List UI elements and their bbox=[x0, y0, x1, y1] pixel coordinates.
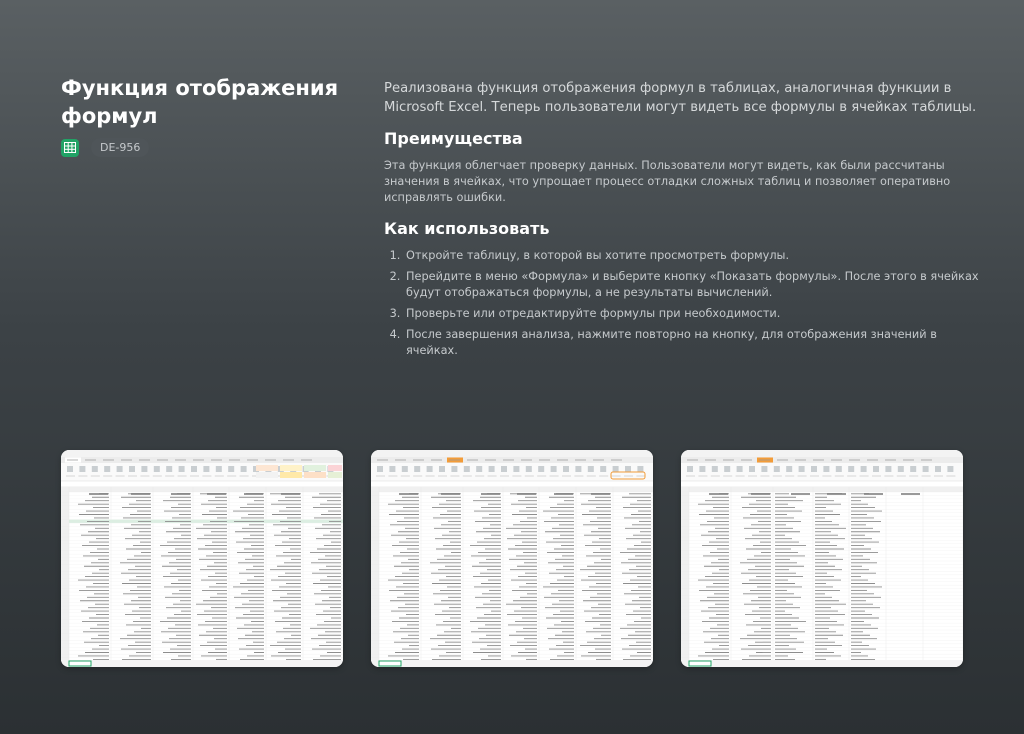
spreadsheet-values-screenshot[interactable] bbox=[61, 450, 343, 667]
step-item: 1. Откройте таблицу, в которой вы хотите просмотреть формулы. bbox=[404, 248, 984, 264]
ticket-badge[interactable]: DE-956 bbox=[91, 138, 149, 157]
feature-title: Функция отображения формул bbox=[61, 76, 339, 128]
advantages-heading: Преимущества bbox=[384, 129, 523, 148]
description-section bbox=[384, 79, 984, 364]
spreadsheet-icon bbox=[61, 139, 79, 157]
steps-list bbox=[384, 248, 984, 359]
step-item: 3. Проверьте или отредактируйте формулы при необходимости. bbox=[404, 306, 984, 322]
step-item: 4. После завершения анализа, нажмите повторно на кнопку, для отображения значений в ячейках. bbox=[404, 327, 984, 359]
advantages-text: Эта функция облегчает проверку данных. Пользователи могут видеть, как были рассчитаны значения в ячейках, что упрощает процесс отладки сложных таблиц и позволяет оперативно исправлять ошибки. bbox=[384, 159, 951, 204]
intro-text: Реализована функция отображения формул в таблицах, аналогичная функции в Microsoft Excel. Теперь пользователи могут видеть все формулы в ячейках таблицы. bbox=[384, 81, 977, 115]
step-item: 2. Перейдите в меню «Формула» и выберите кнопку «Показать формулы». После этого в ячейках будут отображаться формулы, а не результаты вычислений. bbox=[404, 269, 984, 301]
howto-heading: Как использовать bbox=[384, 219, 550, 238]
formula-menu-screenshot[interactable] bbox=[371, 450, 653, 667]
formulas-shown-screenshot[interactable] bbox=[681, 450, 963, 667]
feature-meta bbox=[61, 138, 149, 157]
